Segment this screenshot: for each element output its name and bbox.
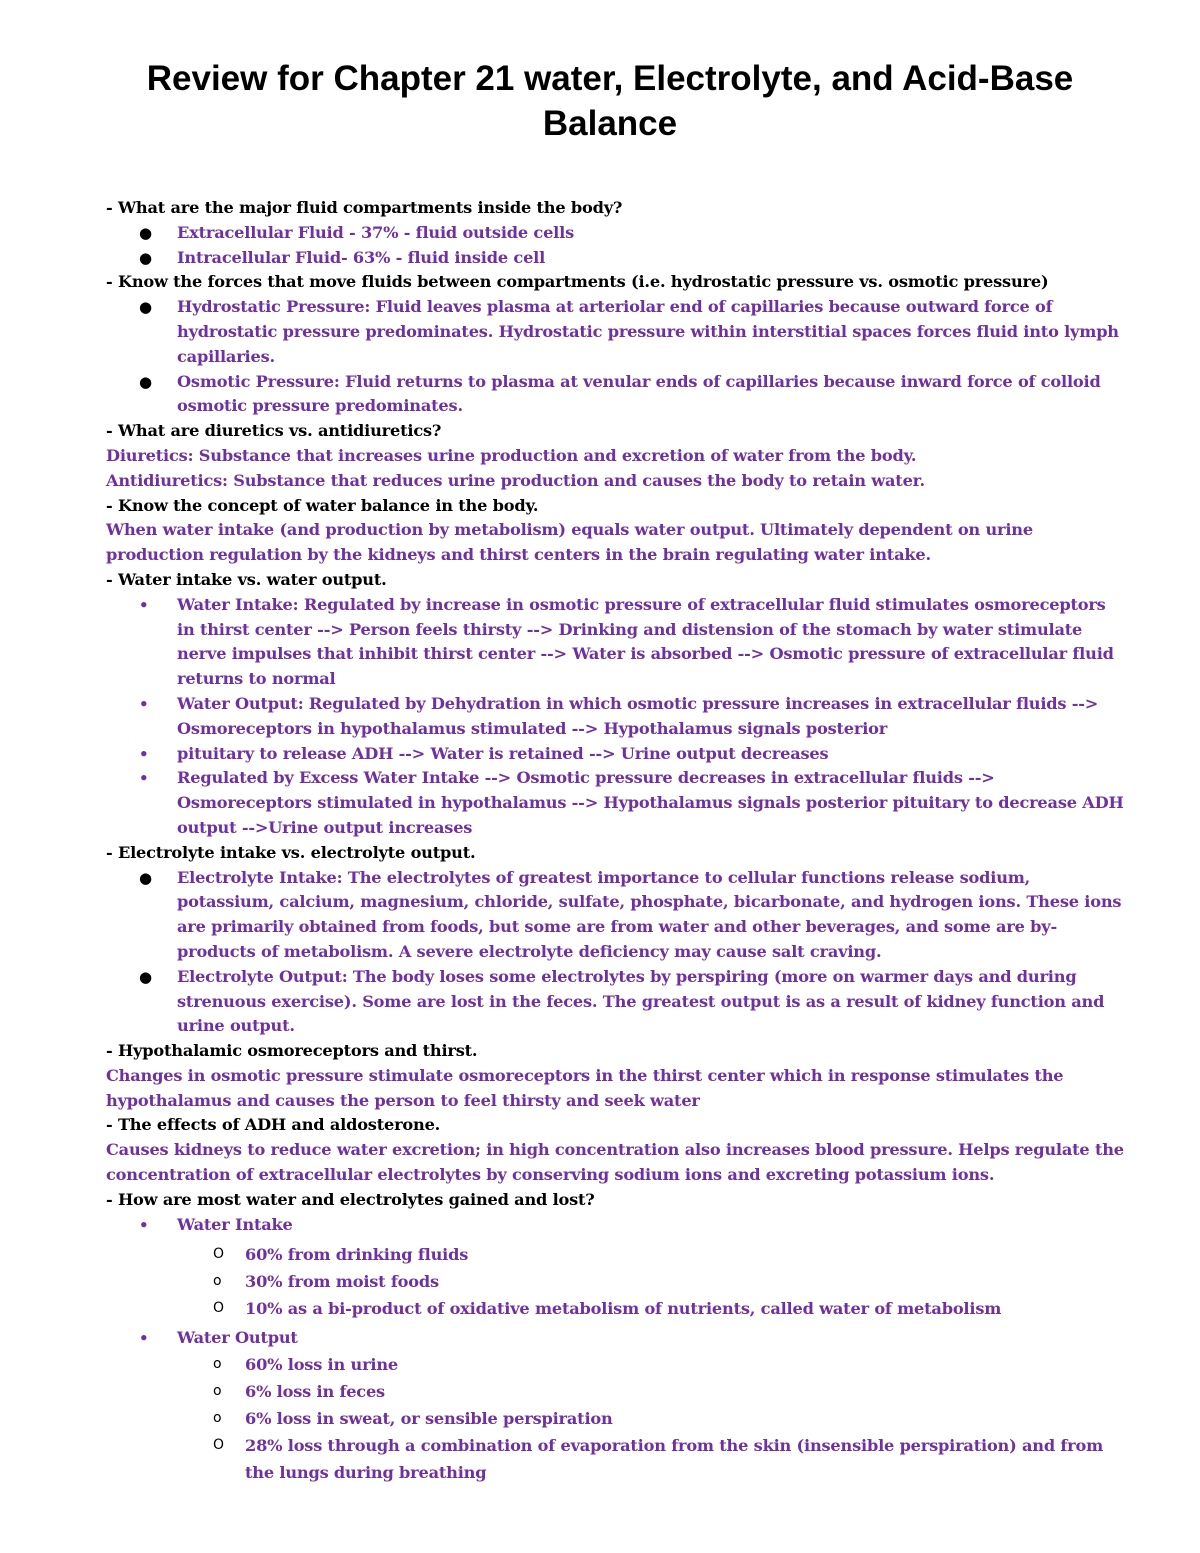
bullet-icon: • bbox=[139, 694, 149, 713]
bullet-icon: o bbox=[213, 1410, 222, 1427]
question: - Electrolyte intake vs. electrolyte output. bbox=[106, 842, 476, 862]
list-item: • Water Output bbox=[106, 1326, 1126, 1351]
answer-paragraph: Diuretics: Substance that increases urine production and excretion of water from the body. bbox=[106, 445, 917, 465]
bullet-icon: • bbox=[139, 1329, 149, 1348]
question: - Know the forces that move fluids between compartments (i.e. hydrostatic pressure vs. osmotic pressure) bbox=[106, 272, 1049, 292]
question: - Know the concept of water balance in the body. bbox=[106, 495, 539, 515]
question: - How are most water and electrolytes gained and lost? bbox=[106, 1189, 595, 1209]
list-item: • Regulated by Excess Water Intake --> Osmotic pressure decreases in extracellular fluids --> Osmoreceptors stimulated in hypothalamus --> Hypothalamus signals posterior pituitary to decrease ADH output -->Urine output increases bbox=[139, 768, 1124, 837]
bullet-icon: ● bbox=[139, 868, 152, 887]
page-title: Review for Chapter 21 water, Electrolyte, and Acid-Base Balance bbox=[146, 59, 1074, 143]
list-item: ● Extracellular Fluid - 37% - fluid outside cells bbox=[106, 221, 1126, 246]
sub-list-item: o 6% loss in feces bbox=[106, 1378, 1126, 1405]
sub-bullet-list bbox=[106, 1351, 1126, 1486]
sub-list-item: o 60% loss in urine bbox=[106, 1351, 1126, 1378]
bullet-icon: O bbox=[213, 1300, 224, 1317]
question: - What are diuretics vs. antidiuretics? bbox=[106, 421, 442, 441]
bullet-list bbox=[106, 1326, 1126, 1351]
bullet-icon: • bbox=[139, 769, 149, 788]
sub-bullet-list bbox=[106, 1241, 1126, 1322]
answer-paragraph: Antidiuretics: Substance that reduces urine production and causes the body to retain water. bbox=[106, 470, 925, 490]
bullet-icon: O bbox=[213, 1437, 224, 1454]
bullet-icon: • bbox=[139, 1215, 149, 1234]
bullet-icon: o bbox=[213, 1273, 222, 1290]
bullet-icon: ● bbox=[139, 223, 152, 242]
list-item: • pituitary to release ADH --> Water is retained --> Urine output decreases bbox=[106, 742, 1126, 767]
list-item: ● Electrolyte Output: The body loses some electrolytes by perspiring (more on warmer days and during strenuous exercise). Some are lost in the feces. The greatest output is as a result of kidney function and urine output. bbox=[139, 966, 1105, 1036]
bullet-icon: O bbox=[213, 1246, 224, 1263]
list-item: ● Intracellular Fluid- 63% - fluid inside cell bbox=[106, 246, 1126, 271]
bullet-icon: o bbox=[213, 1356, 222, 1373]
sub-list-item: o 6% loss in sweat, or sensible perspiration bbox=[106, 1405, 1126, 1432]
list-item: • Water Intake bbox=[106, 1213, 1126, 1238]
bullet-icon: o bbox=[213, 1383, 222, 1400]
bullet-list bbox=[106, 593, 1126, 841]
bullet-icon: ● bbox=[139, 967, 152, 986]
bullet-icon: • bbox=[139, 744, 149, 763]
bullet-icon: • bbox=[139, 595, 149, 614]
list-item: ● Osmotic Pressure: Fluid returns to plasma at venular ends of capillaries because inward force of colloid osmotic pressure predominates. bbox=[139, 371, 1101, 416]
sub-list-item: O 28% loss through a combination of evaporation from the skin (insensible perspiration) and from the lungs during breathing bbox=[106, 1432, 1126, 1486]
question: - What are the major fluid compartments inside the body? bbox=[106, 198, 623, 217]
sub-list-item: O 60% from drinking fluids bbox=[106, 1241, 1126, 1268]
answer-paragraph: When water intake (and production by metabolism) equals water output. Ultimately dependent on urine production regulation by the kidneys and thirst centers in the brain regulating water intake. bbox=[106, 520, 1033, 565]
bullet-list bbox=[106, 221, 1126, 271]
answer-paragraph: Changes in osmotic pressure stimulate osmoreceptors in the thirst center which in response stimulates the hypothalamus and causes the person to feel thirsty and seek water bbox=[106, 1065, 1064, 1110]
bullet-list bbox=[106, 866, 1126, 1040]
sub-list-item: o 30% from moist foods bbox=[106, 1268, 1126, 1295]
bullet-list bbox=[106, 295, 1126, 419]
bullet-icon: ● bbox=[139, 372, 152, 391]
question: - Hypothalamic osmoreceptors and thirst. bbox=[106, 1041, 478, 1061]
bullet-icon: ● bbox=[139, 298, 152, 317]
bullet-list bbox=[106, 1213, 1126, 1238]
bullet-icon: ● bbox=[139, 248, 152, 267]
list-item: • Water Output: Regulated by Dehydration in which osmotic pressure increases in extracellular fluids --> Osmoreceptors in hypothalamus stimulated --> Hypothalamus signals posterior bbox=[139, 693, 1099, 738]
list-item: ● Hydrostatic Pressure: Fluid leaves plasma at arteriolar end of capillaries because outward force of hydrostatic pressure predominates. Hydrostatic pressure within interstitial spaces forces fluid into lymph capillaries. bbox=[139, 297, 1119, 366]
question: - Water intake vs. water output. bbox=[106, 569, 387, 589]
list-item: ● Electrolyte Intake: The electrolytes of greatest importance to cellular functions release sodium, potassium, calcium, magnesium, chloride, sulfate, phosphate, bicarbonate, and hydrogen ions. These ions are primarily obtained from foods, but some are from water and other beverages, and some are by- products of metabolism. A severe electrolyte deficiency may cause salt craving. bbox=[139, 867, 1122, 961]
document-body bbox=[106, 196, 1126, 1486]
list-item: • Water Intake: Regulated by increase in osmotic pressure of extracellular fluid stimulates osmoreceptors in thirst center --> Person feels thirsty --> Drinking and distension of the stomach by water stimulate nerve impulses that inhibit thirst center --> Water is absorbed --> Osmotic pressure of extracellular fluid returns to normal bbox=[139, 594, 1114, 689]
question: - The effects of ADH and aldosterone. bbox=[106, 1115, 441, 1135]
answer-paragraph: Causes kidneys to reduce water excretion; in high concentration also increases blood pressure. Helps regulate the concentration of extracellular electrolytes by conserving sodium ions and excreting potassium ions. bbox=[106, 1140, 1124, 1185]
sub-list-item: O 10% as a bi-product of oxidative metabolism of nutrients, called water of metabolism bbox=[106, 1295, 1126, 1322]
